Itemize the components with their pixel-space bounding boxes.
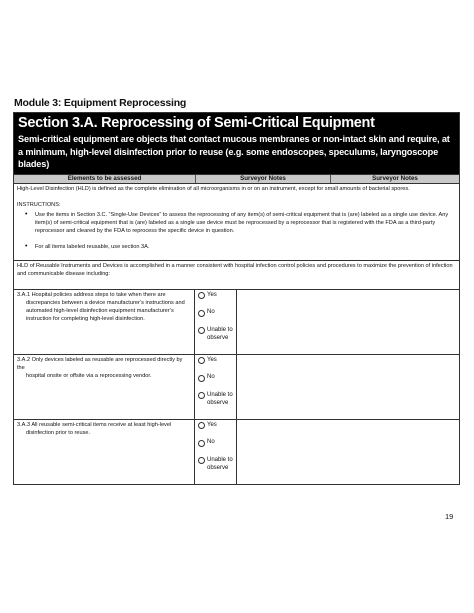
answer-options (195, 355, 237, 419)
option-no[interactable]: No (198, 438, 236, 447)
assessment-sheet (13, 112, 460, 485)
element-cell (14, 355, 195, 419)
radio-icon[interactable] (198, 457, 205, 464)
option-yes[interactable]: Yes (198, 421, 236, 430)
option-no[interactable]: No (198, 373, 236, 382)
radio-icon[interactable] (198, 392, 205, 399)
radio-icon[interactable] (198, 327, 205, 334)
element-text-continued: disinfection prior to reuse. (26, 429, 91, 436)
option-yes[interactable]: Yes (198, 356, 236, 365)
option-no[interactable]: No (198, 308, 236, 317)
section-subtitle: Semi-critical equipment are objects that contact mucous membranes or non-intact skin and require, at a minimum, high-level disinfection prior to reuse (e.g. some endoscopes, speculums, laryngoscope blades) (18, 134, 450, 169)
section-banner (14, 113, 459, 174)
surveyor-notes-cell[interactable] (237, 420, 459, 484)
assessment-row (14, 420, 459, 484)
hld-definition: High-Level Disinfection (HLD) is defined as the complete elimination of all microorganisms in or on an instrument, except for small amounts of bacterial spores. (17, 185, 410, 192)
instructions-list (17, 211, 456, 251)
answer-options (195, 420, 237, 484)
surveyor-notes-cell[interactable] (237, 290, 459, 354)
element-number: 3.A.2 (17, 356, 31, 363)
column-header-row (14, 174, 459, 184)
element-cell (14, 290, 195, 354)
section-title: Section 3.A. Reprocessing of Semi-Critical Equipment (18, 115, 375, 131)
column-elements: Elements to be assessed (14, 175, 196, 183)
element-text-continued: discrepancies between a device manufacturer’s instructions and automated high-level disinfection equipment manufacturer’s instruction for completing high-level disinfection. (26, 299, 185, 322)
radio-icon[interactable] (198, 357, 205, 364)
element-text: All reusable semi-critical items receive at least high-level (31, 421, 172, 428)
element-text: Only devices labeled as reusable are reprocessed directly by the (17, 356, 183, 371)
option-unable-to-observe[interactable]: Unable to observe (198, 326, 236, 342)
radio-icon[interactable] (198, 422, 205, 429)
page-number: 19 (445, 512, 454, 521)
radio-icon[interactable] (198, 440, 205, 447)
option-yes[interactable]: Yes (198, 291, 236, 300)
option-unable-to-observe[interactable]: Unable to observe (198, 456, 236, 472)
assessment-row (14, 355, 459, 420)
surveyor-notes-cell[interactable] (237, 355, 459, 419)
assessment-row (14, 290, 459, 355)
column-surveyor-notes-1: Surveyor Notes (196, 175, 331, 183)
element-cell (14, 420, 195, 484)
instruction-bullet: • Use the items in Section 3.C. “Single-Use Devices” to assess the reprocessing of any item(s) of semi-critical equipment that is (are) labeled as a single use device. Any item(s) of semi-critical equipment that is (are) labeled as a single use device must be reprocessed by a reprocessor that is registered with the FDA as a third-party reprocessor and cleared by the FDA to reprocess the specific device in question. (35, 211, 456, 235)
element-number: 3.A.3 (17, 421, 31, 428)
intro-block (14, 184, 459, 261)
answer-options (195, 290, 237, 354)
element-text-continued: hospital onsite or offsite via a reprocessing vendor. (26, 372, 152, 379)
radio-icon[interactable] (198, 375, 205, 382)
hld-statement: HLD of Reusable Instruments and Devices is accomplished in a manner consistent with hospital infection control policies and procedures to maximize the prevention of infection and communicable disease including: (14, 261, 459, 290)
option-unable-to-observe[interactable]: Unable to observe (198, 391, 236, 407)
element-number: 3.A.1 (17, 291, 31, 298)
radio-icon[interactable] (198, 310, 205, 317)
element-text: Hospital policies address steps to take when there are (31, 291, 166, 298)
instructions-heading: INSTRUCTIONS: (17, 201, 61, 208)
module-title: Module 3: Equipment Reprocessing (14, 97, 187, 109)
column-surveyor-notes-2: Surveyor Notes (372, 174, 418, 182)
instruction-bullet: • For all items labeled reusable, use section 3A. (35, 243, 456, 251)
radio-icon[interactable] (198, 292, 205, 299)
